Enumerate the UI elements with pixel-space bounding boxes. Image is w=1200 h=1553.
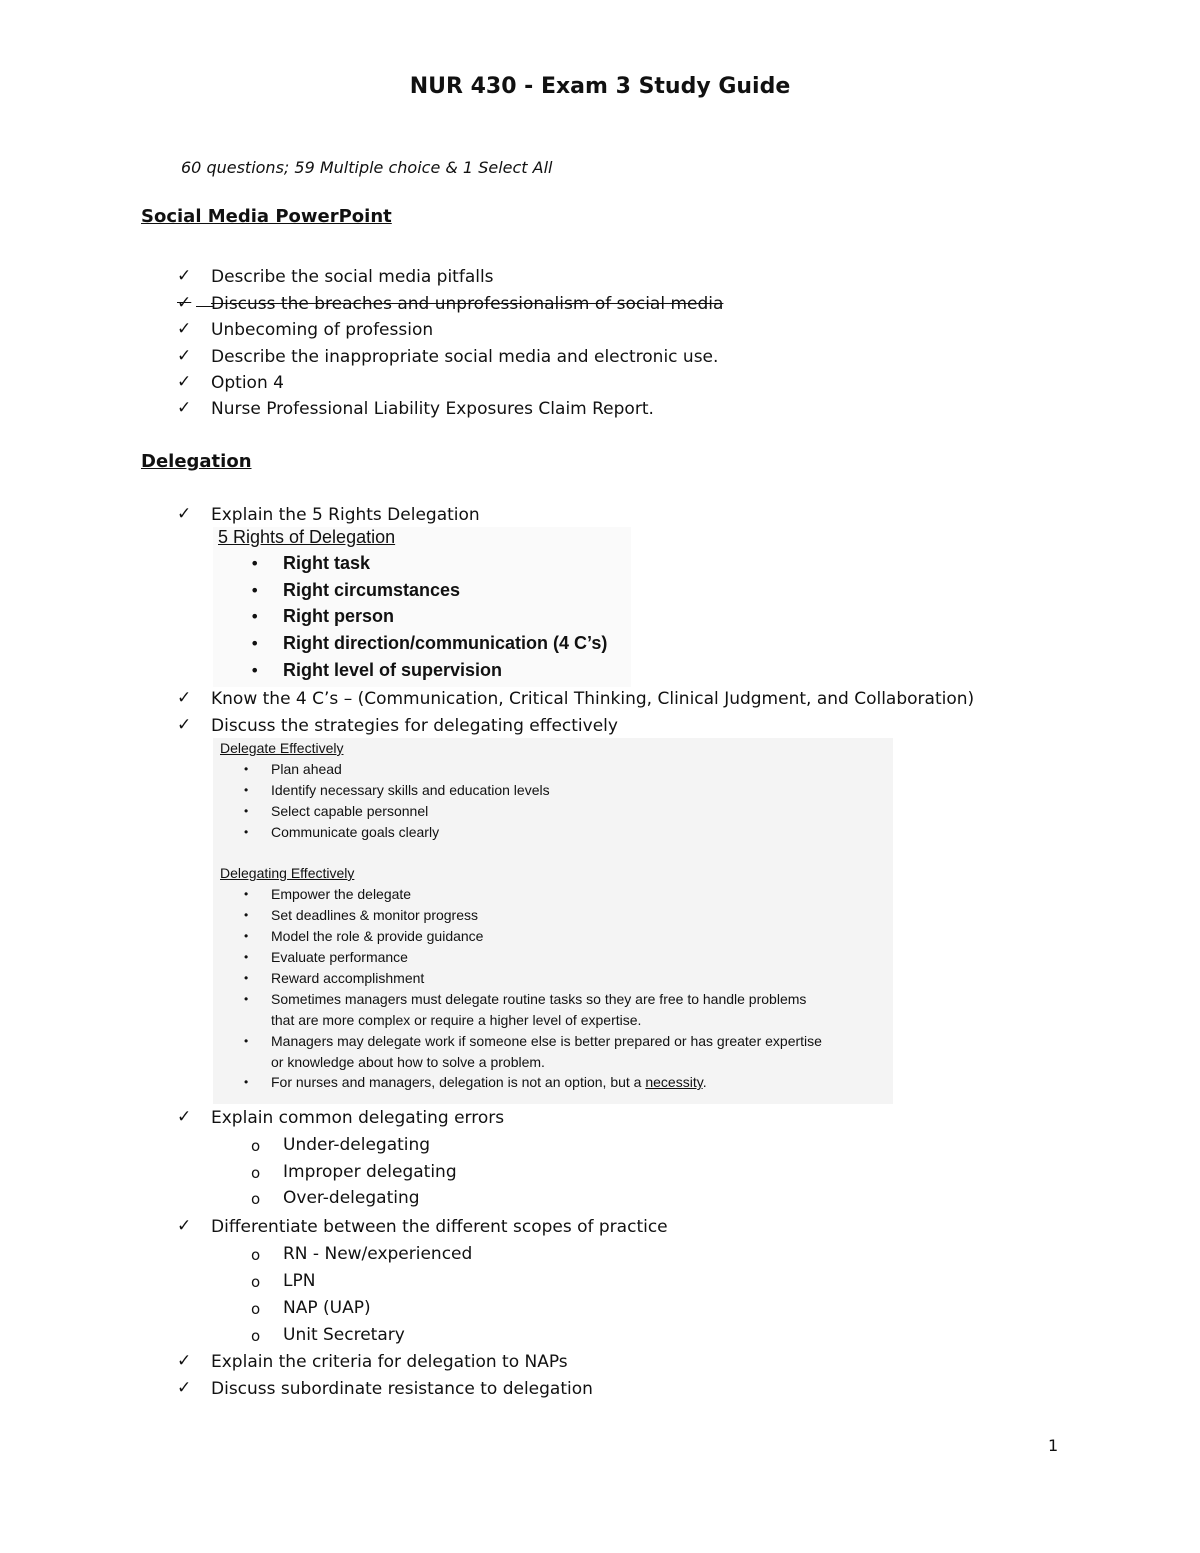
check-icon: ✓ — [177, 1107, 192, 1127]
check-icon: ✓ — [177, 688, 192, 708]
delegate-effectively-heading: Delegate Effectively — [220, 740, 344, 756]
check-icon: ✓ — [177, 372, 192, 392]
strategy-item: Communicate goals clearly — [271, 824, 440, 840]
bullet-icon: • — [250, 661, 260, 680]
circle-bullet-icon: o — [251, 1327, 261, 1345]
section-heading-social-media: Social Media PowerPoint — [141, 206, 392, 227]
check-icon: ✓ — [177, 1378, 192, 1398]
check-icon: ✓ — [177, 398, 192, 418]
sub-list-item: Over-delegating — [283, 1188, 420, 1208]
circle-bullet-icon: o — [251, 1246, 261, 1264]
page-title: NUR 430 - Exam 3 Study Guide — [409, 74, 791, 99]
check-icon: ✓ — [177, 319, 192, 339]
right-item: Right direction/communication (4 C’s) — [283, 633, 608, 653]
circle-bullet-icon: o — [251, 1273, 261, 1291]
list-item: Discuss subordinate resistance to delegation — [211, 1379, 593, 1399]
delegating-effectively-heading: Delegating Effectively — [220, 865, 355, 881]
list-item: Differentiate between the different scopes of practice — [211, 1217, 668, 1237]
exam-format-note: 60 questions; 59 Multiple choice & 1 Select All — [181, 158, 553, 177]
list-item: Explain common delegating errors — [211, 1108, 505, 1128]
bullet-icon: • — [250, 554, 260, 573]
bullet-icon: • — [244, 1034, 249, 1048]
bullet-icon: • — [244, 783, 249, 797]
list-item: Know the 4 C’s – (Communication, Critical Thinking, Clinical Judgment, and Collaboration) — [211, 689, 975, 709]
bullet-icon: • — [250, 607, 260, 626]
strategy-item: Select capable personnel — [271, 803, 429, 819]
list-item: Discuss the strategies for delegating effectively — [211, 716, 618, 736]
list-item: Nurse Professional Liability Exposures Claim Report. — [211, 399, 654, 419]
right-item: Right person — [283, 606, 394, 626]
sub-list-item: LPN — [283, 1271, 316, 1291]
sub-list-item: Unit Secretary — [283, 1325, 405, 1345]
bullet-icon: • — [244, 950, 249, 964]
check-icon: ✓ — [177, 266, 192, 286]
necessity-word: necessity — [645, 1074, 703, 1090]
strategy-item-continued: or knowledge about how to solve a problem. — [271, 1054, 545, 1070]
page-number: 1 — [1048, 1436, 1059, 1455]
strategy-item: Model the role & provide guidance — [271, 928, 484, 944]
check-icon: ✓ — [177, 1351, 192, 1371]
section-heading-delegation: Delegation — [141, 451, 252, 472]
right-item: Right circumstances — [283, 580, 461, 600]
check-icon: ✓ — [177, 504, 192, 524]
check-icon: ✓ — [177, 346, 192, 366]
circle-bullet-icon: o — [251, 1137, 261, 1155]
strategy-item: Identify necessary skills and education levels — [271, 782, 550, 798]
check-icon: ✓ — [177, 715, 192, 735]
sub-list-item: Under-delegating — [283, 1135, 431, 1155]
bullet-icon: • — [244, 762, 249, 776]
period: . — [702, 1074, 707, 1090]
strategy-text: For nurses and managers, delegation is not an option, but a — [271, 1074, 646, 1090]
bullet-icon: • — [244, 929, 249, 943]
bullet-icon: • — [244, 992, 249, 1006]
strategy-item: Plan ahead — [271, 761, 342, 777]
bullet-icon: • — [244, 887, 249, 901]
list-item: Explain the criteria for delegation to NAPs — [211, 1352, 568, 1372]
bullet-icon: • — [244, 825, 249, 839]
list-item: Describe the inappropriate social media and electronic use. — [211, 347, 719, 367]
strategy-item: Set deadlines & monitor progress — [271, 907, 478, 923]
bullet-icon: • — [244, 908, 249, 922]
circle-bullet-icon: o — [251, 1190, 261, 1208]
bullet-icon: • — [244, 971, 249, 985]
five-rights-heading: 5 Rights of Delegation — [218, 527, 396, 547]
right-item: Right task — [283, 553, 371, 573]
list-item: Describe the social media pitfalls — [211, 267, 494, 287]
strategy-item — [271, 1074, 707, 1090]
bullet-icon: • — [244, 804, 249, 818]
strategy-item: Empower the delegate — [271, 886, 412, 902]
bullet-icon: • — [250, 581, 260, 600]
bullet-icon: • — [244, 1075, 249, 1089]
list-item: Explain the 5 Rights Delegation — [211, 505, 480, 525]
list-item: Option 4 — [211, 373, 284, 393]
check-icon: ✓ — [177, 1216, 192, 1236]
bullet-icon: • — [250, 634, 260, 653]
circle-bullet-icon: o — [251, 1300, 261, 1318]
strategy-item: Sometimes managers must delegate routine tasks so they are free to handle problems — [271, 991, 807, 1007]
list-item-struck: Discuss the breaches and unprofessionalism of social media — [211, 294, 724, 314]
strike-line — [196, 306, 214, 307]
strategy-item: Managers may delegate work if someone else is better prepared or has greater expertise — [271, 1033, 822, 1049]
strategy-item-continued: that are more complex or require a higher level of expertise. — [271, 1012, 642, 1028]
strategy-item: Evaluate performance — [271, 949, 408, 965]
right-item: Right level of supervision — [283, 660, 503, 680]
check-icon: ✓ — [177, 293, 192, 313]
sub-list-item: Improper delegating — [283, 1162, 457, 1182]
sub-list-item: NAP (UAP) — [283, 1298, 371, 1318]
list-item: Unbecoming of profession — [211, 320, 434, 340]
sub-list-item: RN - New/experienced — [283, 1244, 473, 1264]
circle-bullet-icon: o — [251, 1164, 261, 1182]
strategy-item: Reward accomplishment — [271, 970, 425, 986]
